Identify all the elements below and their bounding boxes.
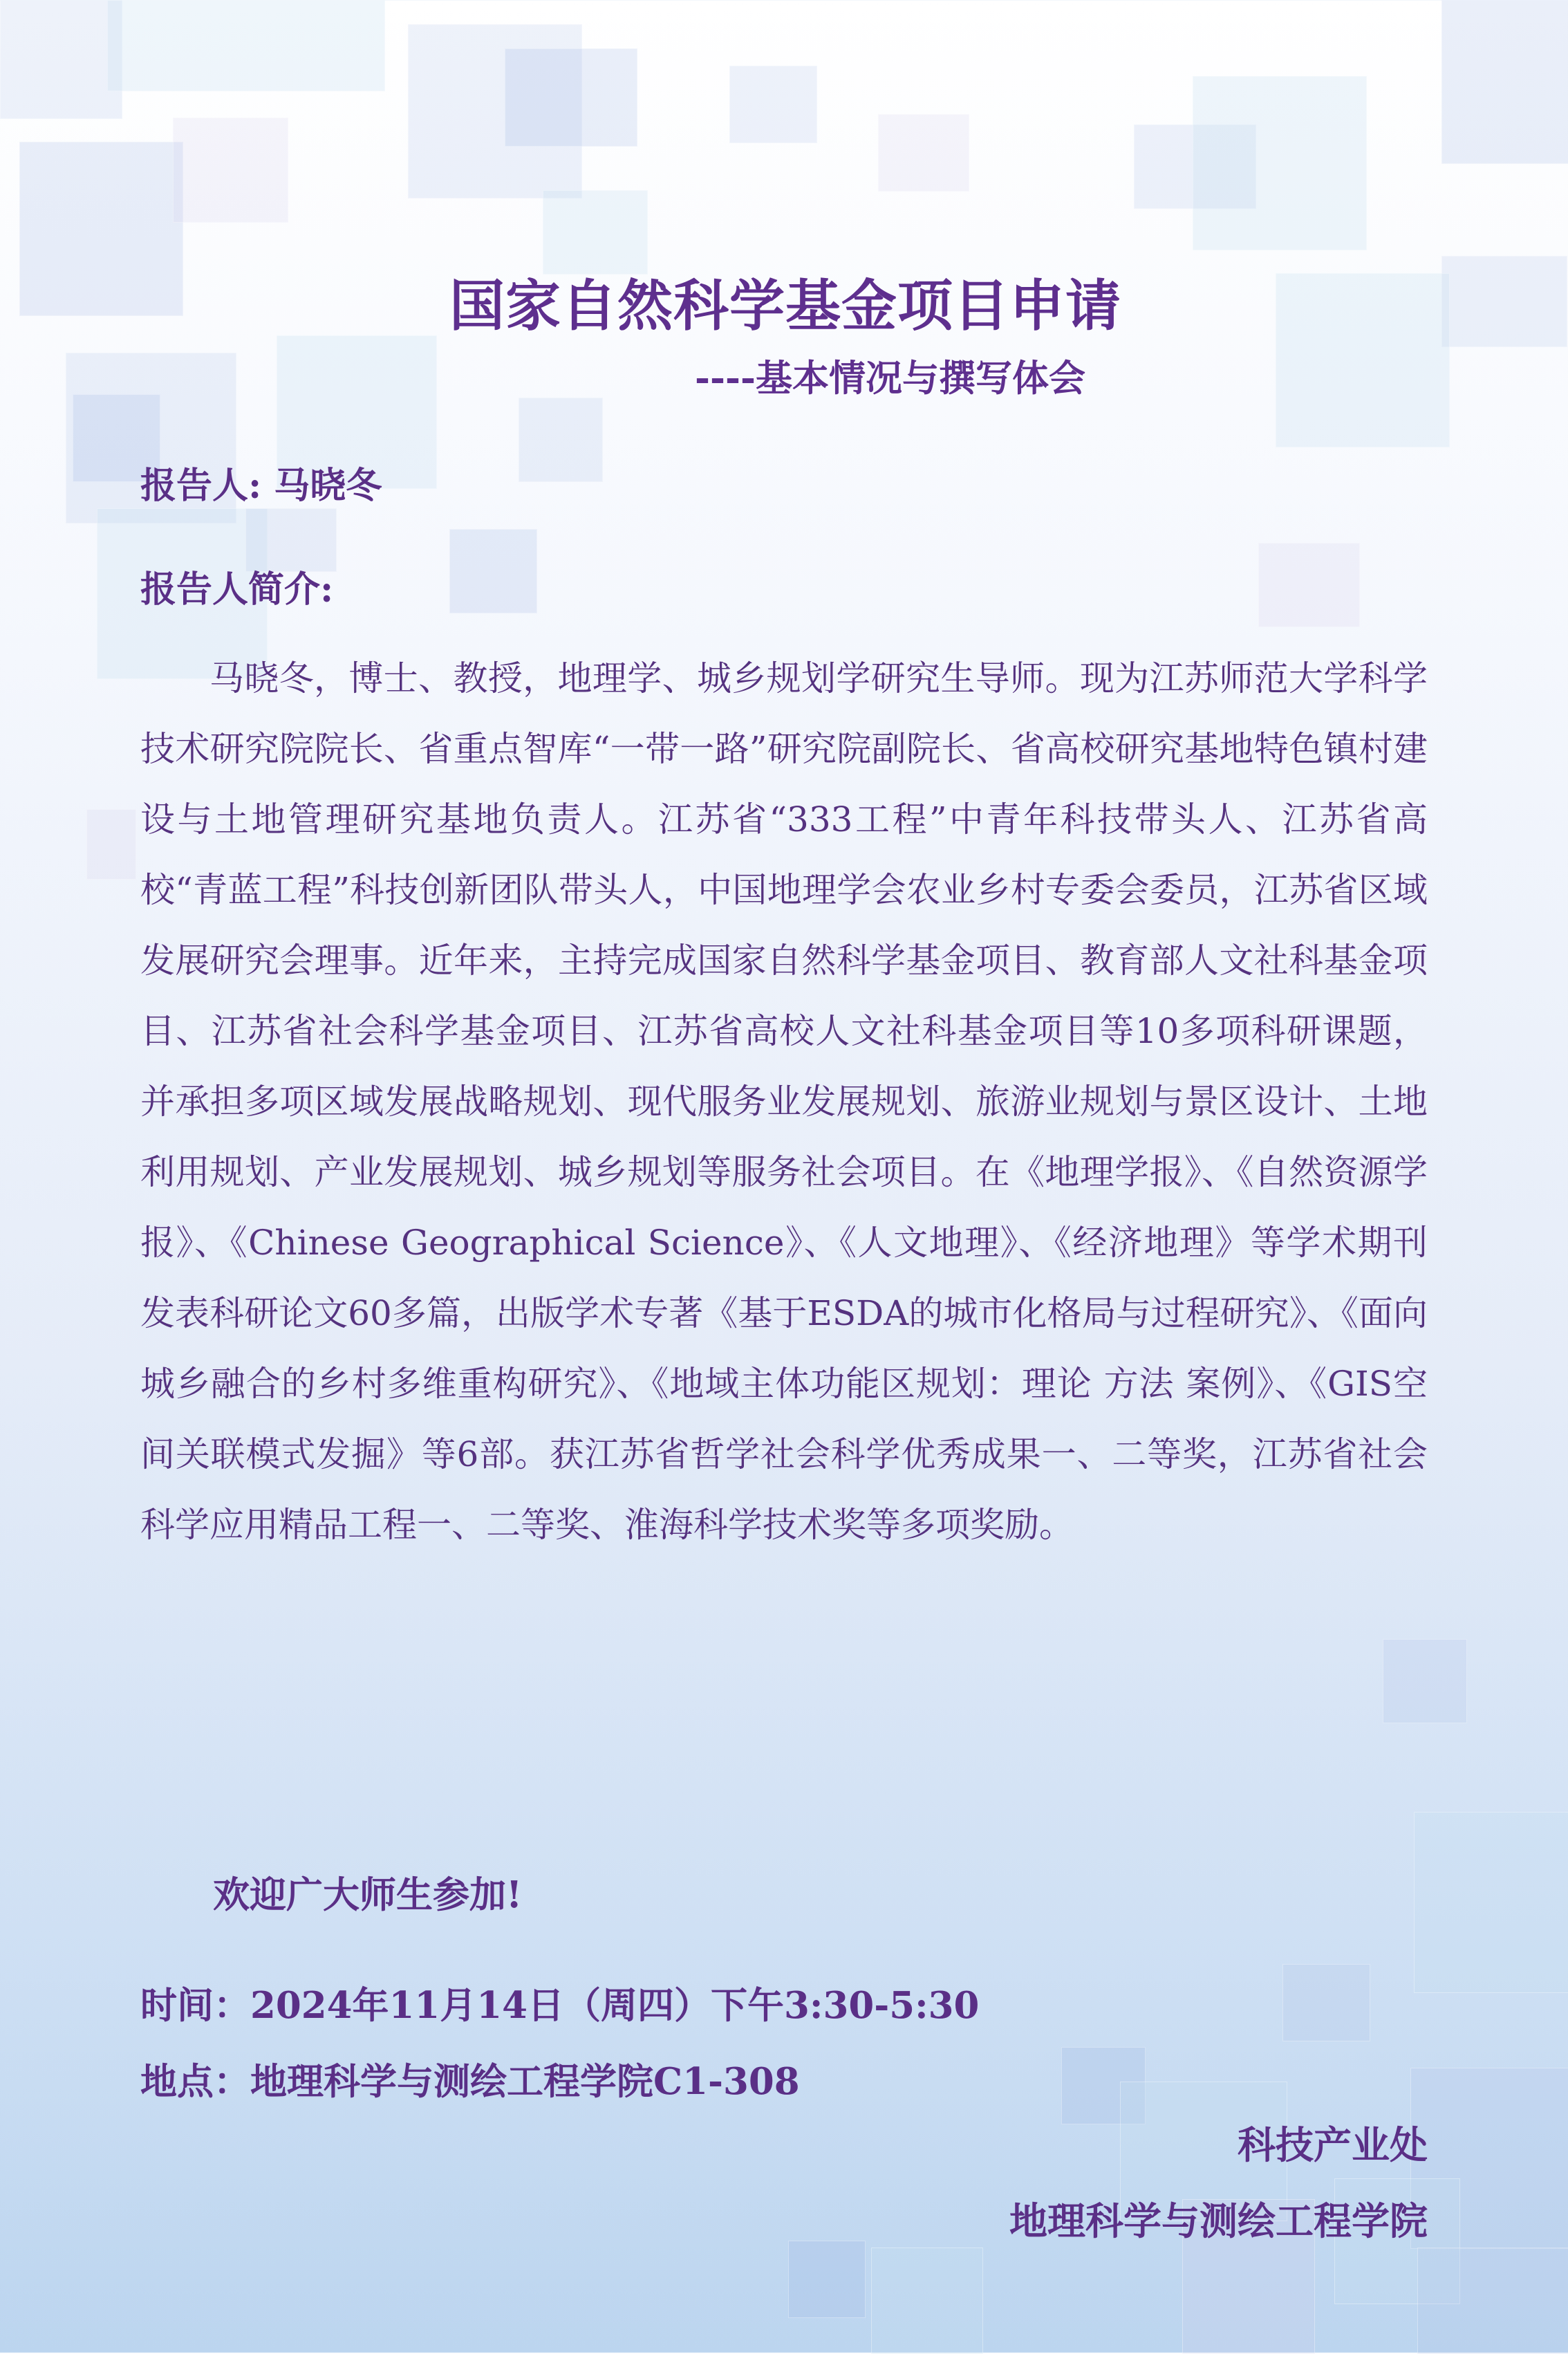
organizer-1: 科技产业处 xyxy=(1237,2122,1428,2167)
reporter-intro-heading: 报告人简介: xyxy=(140,568,334,611)
organizer-2: 地理科学与测绘工程学院 xyxy=(1009,2198,1428,2243)
reporter-name: 报告人: 马晓冬 xyxy=(140,465,382,507)
page-title: 国家自然科学基金项目申请 xyxy=(449,273,1121,338)
event-time: 时间：2024年11月14日（周四）下午3:30-5:30 xyxy=(140,1984,980,2027)
reporter-bio: 马晓冬，博士、教授，地理学、城乡规划学研究生导师。现为江苏师范大学科学技术研究院院长、省重点智库“一带一路”研究院副院长、省高校研究基地特色镇村建设与土地管理研究基地负责人。江苏省“333工程”中青年科技带头人、江苏省高校“青蓝工程”科技创新团队带头人，中国地理学会农业乡村专委会委员，江苏省区域发展研究会理事。近年来，主持完成国家自然科学基金项目、教育部人文社科基金项目、江苏省社会科学基金项目、江苏省高校人文社科基金项目等10多项科研课题，并承担多项区域发展战略规划、现代服务业发展规划、旅游业规划与景区设计、土地利用规划、产业发展规划、城乡规划等服务社会项目。在《地理学报》、《自然资源学报》、《Chinese Geographical Science》、《人文地理》、《经济地理》等学术期刊发表科研论文60多篇，出版学术专著《基于ESDA的城市化格局与过程研究》、《面向城乡融合的乡村多维重构研究》、《地域主体功能区规划：理论 方法 案例》、《GIS空间关联模式发掘》等6部。获江苏省哲学社会科学优秀成果一、二等奖，江苏省社会科学应用精品工程一、二等奖、淮海科学技术奖等多项奖励。 xyxy=(140,658,1428,1545)
welcome-text: 欢迎广大师生参加! xyxy=(213,1873,523,1916)
event-location: 地点：地理科学与测绘工程学院C1-308 xyxy=(140,2060,800,2103)
page-subtitle: ----基本情况与撰写体会 xyxy=(695,357,1085,400)
